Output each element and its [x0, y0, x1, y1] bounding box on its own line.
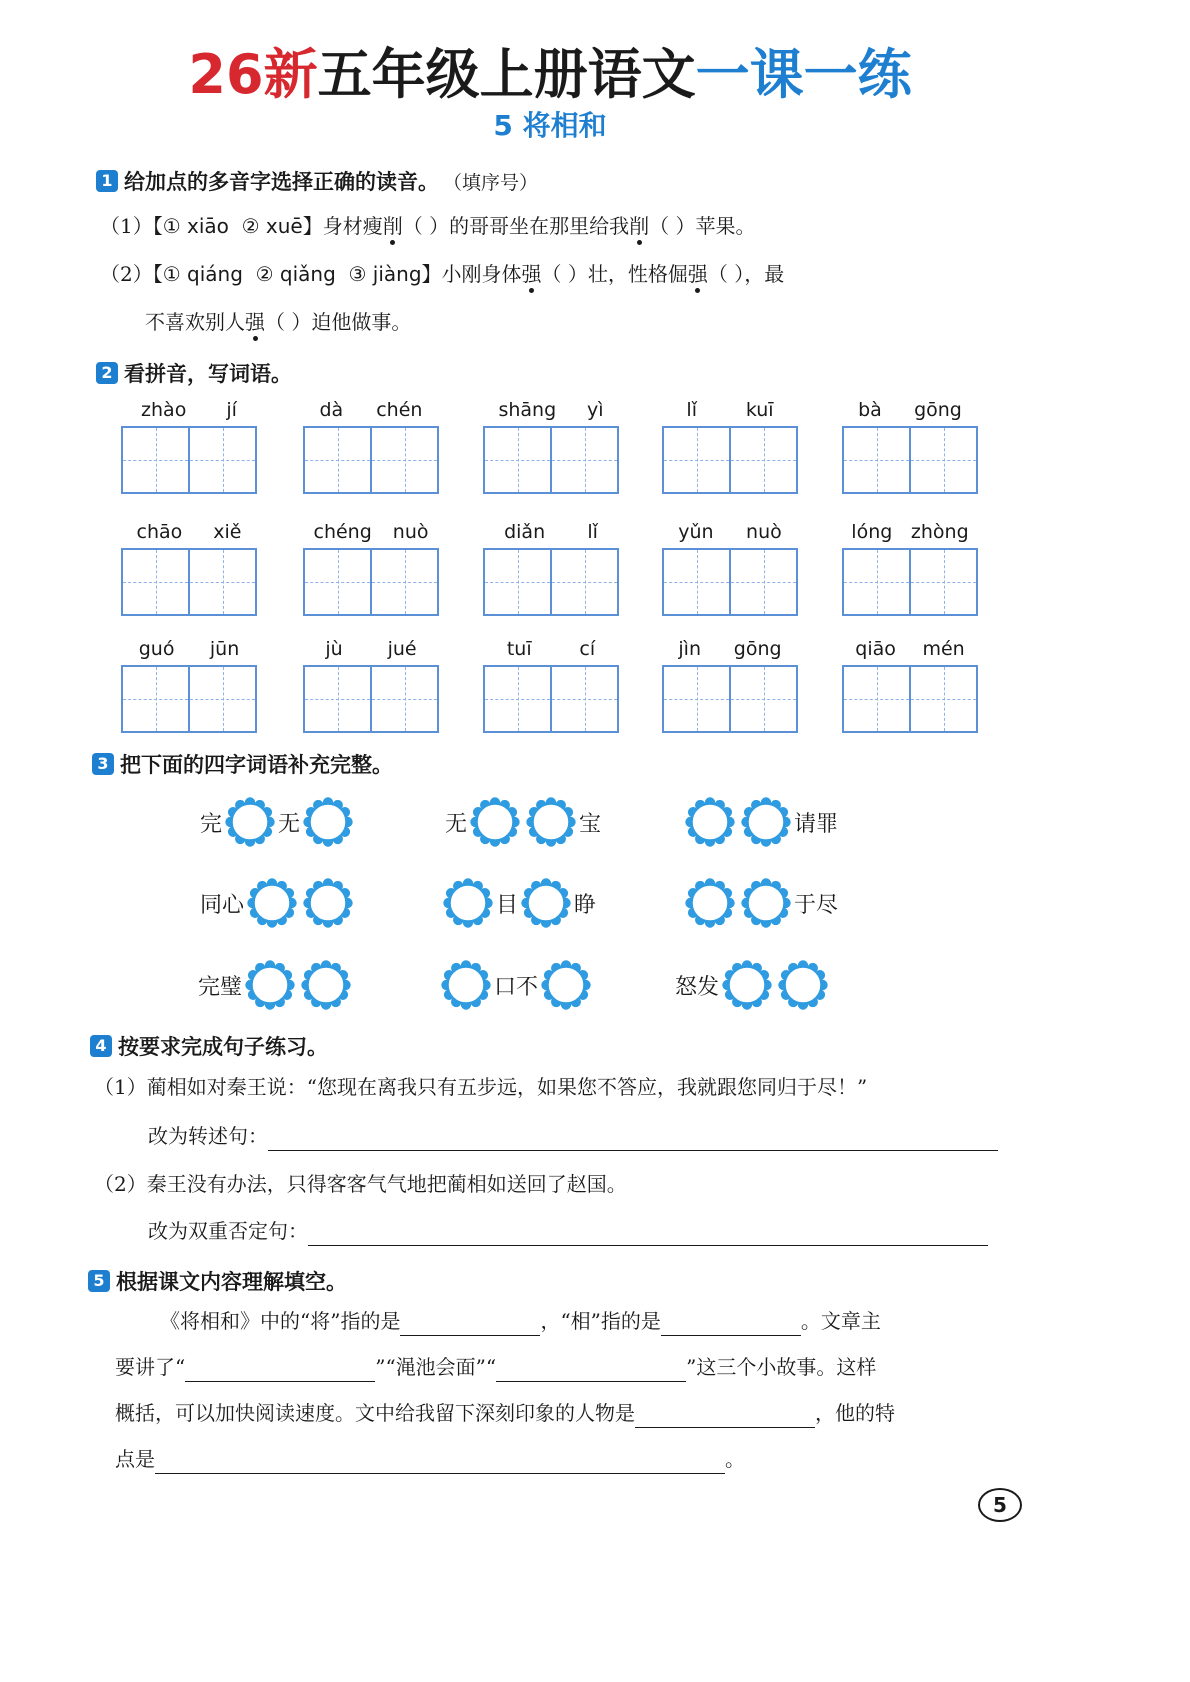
answer-line[interactable]	[155, 1449, 725, 1474]
q4-req1-label: 改为转述句：	[148, 1124, 268, 1148]
pinyin-word	[121, 398, 257, 494]
writing-cell[interactable]	[844, 428, 909, 492]
writing-grid[interactable]	[483, 548, 619, 616]
flower-blank-icon[interactable]	[685, 797, 735, 847]
writing-cell[interactable]	[370, 428, 437, 492]
q1-note: （填序号）	[443, 171, 539, 194]
q1-item1-option1: ① xiāo	[162, 214, 229, 238]
writing-grid[interactable]	[483, 665, 619, 733]
answer-line[interactable]	[496, 1357, 686, 1382]
writing-cell[interactable]	[485, 667, 550, 731]
q1-item2-text: 小刚身体	[441, 262, 522, 286]
answer-line[interactable]	[635, 1403, 815, 1428]
answer-line[interactable]	[661, 1311, 801, 1336]
flower-blank-icon[interactable]	[526, 797, 576, 847]
flower-blank-icon[interactable]	[778, 960, 828, 1010]
pinyin-syllable: guó	[138, 638, 175, 660]
pinyin-label	[121, 520, 257, 544]
pinyin-syllable: lǐ	[587, 521, 598, 543]
answer-line[interactable]	[400, 1311, 540, 1336]
idiom-char: 完璧	[198, 974, 243, 1000]
writing-cell[interactable]	[909, 428, 976, 492]
writing-cell[interactable]	[844, 550, 909, 614]
flower-blank-icon[interactable]	[741, 878, 791, 928]
pinyin-label	[483, 637, 619, 661]
title-red-part: 26新	[188, 43, 318, 106]
pinyin-label	[842, 637, 978, 661]
flower-blank-icon[interactable]	[225, 797, 275, 847]
idiom-char: 同心	[200, 892, 245, 918]
pinyin-syllable: mén	[922, 638, 965, 660]
q5-heading-text: 根据课文内容理解填空。	[116, 1270, 347, 1294]
idiom-item	[200, 797, 356, 847]
writing-grid[interactable]	[121, 548, 257, 616]
pinyin-label	[483, 520, 619, 544]
pinyin-syllable: diǎn	[504, 521, 546, 543]
pinyin-syllable: yì	[587, 399, 604, 421]
dotted-char: 削	[382, 214, 403, 238]
q1-item2-option3: ③ jiàng	[348, 262, 422, 286]
q5-text: ”“渑池会面”“	[375, 1355, 497, 1379]
pinyin-word	[303, 520, 439, 616]
pinyin-word	[303, 637, 439, 733]
writing-cell[interactable]	[188, 550, 255, 614]
writing-cell[interactable]	[305, 667, 370, 731]
flower-blank-icon[interactable]	[303, 797, 353, 847]
pinyin-label	[662, 520, 798, 544]
writing-cell[interactable]	[550, 550, 617, 614]
pinyin-word	[842, 398, 978, 494]
pinyin-syllable: kuī	[745, 399, 774, 421]
writing-grid[interactable]	[121, 665, 257, 733]
writing-cell[interactable]	[729, 550, 796, 614]
idiom-item	[682, 878, 838, 928]
q1-item2-blank3[interactable]: （ ）迫他做事。	[265, 310, 412, 334]
writing-cell[interactable]	[664, 667, 729, 731]
q5-text: ，“相”指的是	[540, 1309, 661, 1333]
writing-grid[interactable]	[662, 426, 798, 494]
q5-text: 。文章主	[800, 1309, 881, 1333]
idiom-item	[675, 960, 831, 1010]
pinyin-word	[842, 520, 978, 616]
q3-heading-text: 把下面的四字词语补充完整。	[120, 753, 393, 777]
flower-blank-icon[interactable]	[301, 960, 351, 1010]
pinyin-syllable: jù	[325, 638, 343, 660]
writing-cell[interactable]	[550, 428, 617, 492]
flower-blank-icon[interactable]	[521, 878, 571, 928]
q1-number-badge: 1	[96, 170, 118, 192]
writing-cell[interactable]	[729, 667, 796, 731]
pinyin-label	[121, 637, 257, 661]
writing-grid[interactable]	[662, 548, 798, 616]
q1-item2-prefix: （2）【	[100, 262, 163, 286]
q1-item2-line2-text: 不喜欢别人	[145, 310, 245, 334]
q5-text: 概括，可以加快阅读速度。文中给我留下深刻印象的人物是	[115, 1401, 635, 1425]
q5-text: 。	[725, 1447, 745, 1471]
idiom-char: 怒发	[675, 974, 720, 1000]
idiom-item	[445, 797, 601, 847]
pinyin-syllable: dà	[319, 399, 344, 421]
pinyin-syllable: tuī	[506, 638, 532, 660]
writing-cell[interactable]	[188, 428, 255, 492]
flower-blank-icon[interactable]	[741, 797, 791, 847]
dotted-char: 削	[629, 214, 650, 238]
q3-number-badge: 3	[92, 753, 114, 775]
q4-sentence1: （1）蔺相如对秦王说：“您现在离我只有五步远，如果您不答应，我就跟您同归于尽！”	[94, 1075, 868, 1099]
q5-line2	[115, 1352, 876, 1382]
q5-line1	[160, 1306, 881, 1336]
idiom-char: 完	[200, 811, 223, 837]
flower-blank-icon[interactable]	[470, 797, 520, 847]
flower-blank-icon[interactable]	[722, 960, 772, 1010]
idiom-item	[440, 878, 596, 928]
pinyin-syllable: qiāo	[855, 638, 896, 660]
q1-item2	[100, 259, 784, 289]
writing-cell[interactable]	[485, 428, 550, 492]
writing-cell[interactable]	[188, 667, 255, 731]
pinyin-syllable: nuò	[392, 521, 429, 543]
title-blue-part: 一课一练	[695, 43, 912, 106]
dotted-char: 强	[521, 262, 542, 286]
writing-grid[interactable]	[842, 665, 978, 733]
pinyin-syllable: yǔn	[678, 521, 714, 543]
q1-item1-blank1[interactable]: （ ）的哥哥坐在那里给我	[402, 214, 630, 238]
pinyin-syllable: chāo	[136, 521, 183, 543]
writing-grid[interactable]	[662, 665, 798, 733]
writing-cell[interactable]	[909, 550, 976, 614]
pinyin-label	[483, 398, 619, 422]
flower-blank-icon[interactable]	[541, 960, 591, 1010]
q1-item2-option2: ② qiǎng	[255, 262, 336, 286]
pinyin-syllable: cí	[579, 638, 596, 660]
pinyin-word	[483, 398, 619, 494]
writing-grid[interactable]	[121, 426, 257, 494]
q4-heading	[90, 1031, 328, 1061]
idiom-char: 睁	[574, 892, 597, 918]
page-number: 5	[978, 1488, 1022, 1522]
idiom-char: 目	[496, 892, 519, 918]
pinyin-syllable: jí	[226, 399, 237, 421]
pinyin-syllable: nuò	[746, 521, 782, 543]
q2-number-badge: 2	[96, 362, 118, 384]
writing-cell[interactable]	[305, 428, 370, 492]
flower-blank-icon[interactable]	[443, 878, 493, 928]
pinyin-word	[662, 520, 798, 616]
q4-sentence2-requirement	[148, 1216, 988, 1246]
q5-line4	[115, 1444, 745, 1474]
q5-line3	[115, 1398, 895, 1428]
writing-cell[interactable]	[729, 428, 796, 492]
writing-cell[interactable]	[485, 550, 550, 614]
idiom-char: 无	[445, 811, 468, 837]
writing-grid[interactable]	[303, 426, 439, 494]
q1-item1-close: 】	[302, 214, 323, 238]
q5-heading	[88, 1266, 347, 1296]
q5-text: 要讲了“	[115, 1355, 186, 1379]
writing-cell[interactable]	[370, 550, 437, 614]
pinyin-syllable: xiě	[213, 521, 242, 543]
dotted-char: 强	[687, 262, 708, 286]
flower-blank-icon[interactable]	[245, 960, 295, 1010]
writing-grid[interactable]	[842, 426, 978, 494]
pinyin-label	[662, 637, 798, 661]
answer-line[interactable]	[308, 1221, 988, 1246]
flower-blank-icon[interactable]	[441, 960, 491, 1010]
flower-blank-icon[interactable]	[303, 878, 353, 928]
pinyin-syllable: jūn	[209, 638, 240, 660]
title-black-part: 五年级上册语文	[317, 43, 696, 106]
pinyin-label	[121, 398, 257, 422]
idiom-item	[200, 878, 356, 928]
pinyin-syllable: lǐ	[686, 399, 697, 421]
pinyin-syllable: lóng	[851, 521, 893, 543]
q5-text: ”这三个小故事。这样	[686, 1355, 877, 1379]
dotted-char: 强	[245, 310, 265, 334]
answer-line[interactable]	[185, 1357, 375, 1382]
pinyin-word	[662, 398, 798, 494]
pinyin-word	[303, 398, 439, 494]
pinyin-syllable: shāng	[498, 399, 557, 421]
pinyin-word	[483, 637, 619, 733]
q4-req2-label: 改为双重否定句：	[148, 1219, 308, 1243]
pinyin-label	[303, 398, 439, 422]
answer-line[interactable]	[268, 1126, 998, 1151]
pinyin-label	[303, 520, 439, 544]
pinyin-label	[842, 520, 978, 544]
q1-item1-blank2[interactable]: （ ）苹果。	[649, 214, 756, 238]
pinyin-syllable: gōng	[914, 399, 962, 421]
pinyin-word	[121, 520, 257, 616]
idiom-char: 口不	[494, 974, 539, 1000]
pinyin-syllable: zhào	[141, 399, 187, 421]
writing-cell[interactable]	[123, 550, 188, 614]
q4-sentence1-requirement	[148, 1121, 998, 1151]
q1-item1-text: 身材瘦	[322, 214, 383, 238]
q1-item1-prefix: （1）【	[100, 214, 163, 238]
q2-heading-text: 看拼音，写词语。	[124, 362, 292, 386]
pinyin-syllable: bà	[858, 399, 882, 421]
writing-cell[interactable]	[664, 550, 729, 614]
idiom-item	[198, 960, 354, 1010]
q1-item2-blank1[interactable]: （ ）壮，性格倔	[541, 262, 688, 286]
q1-item2-close: 】	[421, 262, 442, 286]
idiom-char: 宝	[579, 811, 602, 837]
pinyin-syllable: gōng	[733, 638, 782, 660]
idiom-char: 无	[278, 811, 301, 837]
q4-sentence2: （2）秦王没有办法，只得客客气气地把蔺相如送回了赵国。	[94, 1172, 627, 1196]
lesson-title: 5 将相和	[493, 109, 607, 142]
q5-number-badge: 5	[88, 1270, 110, 1292]
q4-heading-text: 按要求完成句子练习。	[118, 1035, 328, 1059]
q5-text: 点是	[115, 1447, 155, 1471]
writing-grid[interactable]	[483, 426, 619, 494]
pinyin-label	[842, 398, 978, 422]
idiom-item	[438, 960, 594, 1010]
idiom-char: 于尽	[794, 892, 839, 918]
q5-text: 《将相和》中的“将”指的是	[160, 1309, 401, 1333]
writing-cell[interactable]	[664, 428, 729, 492]
writing-grid[interactable]	[303, 548, 439, 616]
q1-heading	[96, 166, 538, 196]
writing-cell[interactable]	[844, 667, 909, 731]
writing-cell[interactable]	[305, 550, 370, 614]
idiom-item	[682, 797, 838, 847]
pinyin-label	[303, 637, 439, 661]
q1-item2-line2	[145, 307, 411, 337]
writing-grid[interactable]	[303, 665, 439, 733]
pinyin-word	[483, 520, 619, 616]
writing-cell[interactable]	[123, 428, 188, 492]
pinyin-syllable: chéng	[313, 521, 372, 543]
flower-blank-icon[interactable]	[247, 878, 297, 928]
pinyin-syllable: jìn	[678, 638, 701, 660]
writing-grid[interactable]	[842, 548, 978, 616]
pinyin-word	[842, 637, 978, 733]
q1-item1-option2: ② xuē	[241, 214, 303, 238]
pinyin-word	[662, 637, 798, 733]
writing-cell[interactable]	[370, 667, 437, 731]
q3-heading	[92, 749, 393, 779]
idiom-char: 请罪	[794, 811, 839, 837]
q1-heading-text: 给加点的多音字选择正确的读音。	[124, 170, 439, 194]
pinyin-syllable: jué	[387, 638, 417, 660]
q1-item2-blank2[interactable]: （ ），最	[707, 262, 785, 286]
q1-item2-option1: ① qiáng	[162, 262, 243, 286]
pinyin-syllable: chén	[376, 399, 423, 421]
pinyin-label	[662, 398, 798, 422]
q5-text: ，他的特	[815, 1401, 895, 1425]
pinyin-word	[121, 637, 257, 733]
q1-item1	[100, 211, 755, 241]
flower-blank-icon[interactable]	[685, 878, 735, 928]
writing-cell[interactable]	[909, 667, 976, 731]
q2-heading	[96, 358, 292, 388]
q4-number-badge: 4	[90, 1035, 112, 1057]
page-title	[0, 40, 1100, 110]
writing-cell[interactable]	[550, 667, 617, 731]
pinyin-syllable: zhòng	[910, 521, 969, 543]
writing-cell[interactable]	[123, 667, 188, 731]
